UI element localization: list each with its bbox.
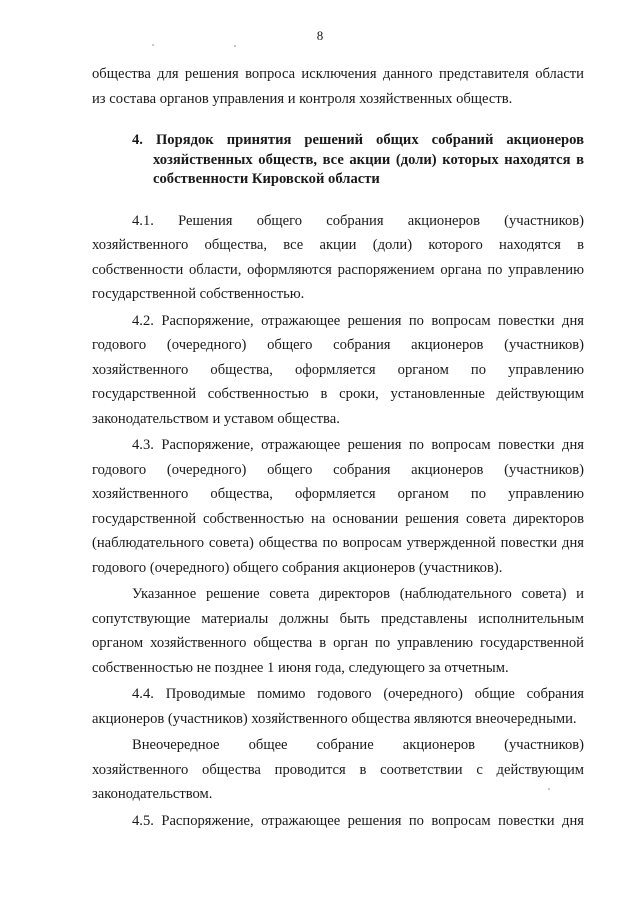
clause-4-2-line-3: хозяйственного общества, оформляется органом по управлению [92,361,584,378]
paragraph-continuation-line-2: из состава органов управления и контроля хозяйственных обществ. [92,90,513,107]
section-heading [132,131,584,190]
clause-4-3-line-6: годового (очередного) общего собрания акционеров (участников). [92,559,503,576]
clause-4-2-line-2: годового (очередного) общего собрания акционеров (участников) [92,337,584,353]
section-heading-line-2: хозяйственных обществ, все акции (доли) которых находятся в [153,151,584,168]
clause-4-3-line-3: хозяйственного общества, оформляется органом по управлению [92,486,584,502]
clause-4-1-line-1: 4.1. Решения общего собрания акционеров (участников) [132,212,584,229]
clause-4-3-note-line-3: органом хозяйственного общества в орган по управлению государственной [92,635,584,651]
clause-4-4-note-line-1: Внеочередное общее собрание акционеров (участников) [132,737,584,753]
section-heading-line-1: 4. Порядок принятия решений общих собраний акционеров [132,132,584,148]
clause-4-1-line-2: хозяйственного общества, все акции (доли) которого находятся в [92,237,584,253]
clause-4-3-line-2: годового (очередного) общего собрания акционеров (участников) [92,461,584,478]
scan-speck [152,44,154,46]
paragraph-continuation-line-1: общества для решения вопроса исключения данного представителя области [92,66,584,82]
clause-4-2-line-1: 4.2. Распоряжение, отражающее решения по вопросам повестки дня [132,312,584,329]
clause-4-3-note-line-4: собственностью не позднее 1 июня года, следующего за отчетным. [92,659,509,676]
clause-4-4-line-1: 4.4. Проводимые помимо годового (очередного) общие собрания [132,686,584,702]
section-heading-line-3: собственности Кировской области [153,171,380,187]
scan-speck [234,45,236,47]
clause-4-5-line-1: 4.5. Распоряжение, отражающее решения по вопросам повестки дня [132,812,584,829]
clause-4-3-note-line-1: Указанное решение совета директоров (наблюдательного совета) и [132,586,584,602]
clause-4-3-line-1: 4.3. Распоряжение, отражающее решения по вопросам повестки дня [132,437,584,453]
page-number: 8 [316,28,324,43]
clause-4-1-line-3: собственности области, оформляются распоряжением органа по управлению [92,261,584,278]
clause-4-3-line-5: (наблюдательного совета) общества по вопросам утвержденной повестки дня [92,535,584,551]
clause-4-2-line-4: государственной собственностью в сроки, установленные действующим [92,386,584,402]
clause-4-2-line-5: законодательством и уставом общества. [92,410,340,427]
scan-speck [548,788,550,790]
clause-4-3-line-4: государственной собственностью на основании решения совета директоров [92,510,584,527]
clause-4-4-line-2: акционеров (участников) хозяйственного общества являются внеочередными. [92,710,577,727]
clause-4-4-note-line-2: хозяйственного общества проводится в соответствии с действующим [92,761,584,778]
document-body [92,62,584,833]
clause-4-1-line-4: государственной собственностью. [92,286,305,302]
clause-4-4-note-line-3: законодательством. [92,786,213,802]
clause-4-3-note-line-2: сопутствующие материалы должны быть представлены исполнительным [92,610,584,627]
